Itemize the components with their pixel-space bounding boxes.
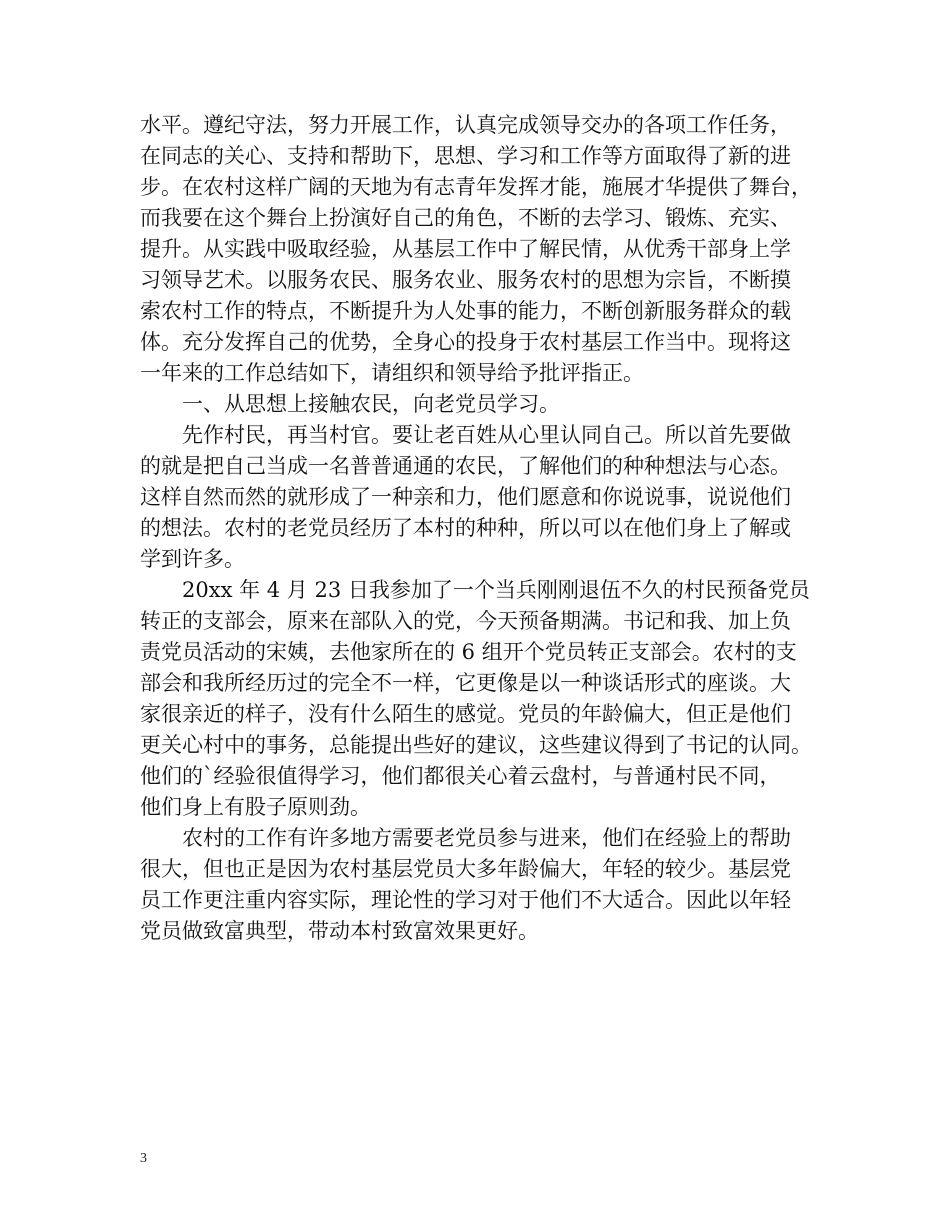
body-text (140, 110, 830, 947)
text-line: 他们身上有股子原则劲。 (140, 795, 371, 819)
text-line: 在同志的关心、支持和帮助下，思想、学习和工作等方面取得了新的进 (140, 144, 791, 168)
text-line: 的想法。农村的老党员经历了本村的种种，所以可以在他们身上了解或 (140, 516, 791, 540)
text-line: 学到许多。 (140, 547, 245, 571)
text-line: 习领导艺术。以服务农民、服务农业、服务农村的思想为宗旨，不断摸 (140, 268, 791, 292)
text-line: 转正的支部会，原来在部队入的党，今天预备期满。书记和我、加上负 (140, 609, 791, 633)
text-line: 步。在农村这样广阔的天地为有志青年发挥才能，施展才华提供了舞台， (140, 175, 812, 199)
text-line: 而我要在这个舞台上扮演好自己的角色，不断的去学习、锻炼、充实、 (140, 206, 791, 230)
text-line: 的就是把自己当成一名普普通通的农民，了解他们的种种想法与心态。 (140, 454, 791, 478)
text-line: 20xx 年 4 月 23 日我参加了一个当兵刚刚退伍不久的村民预备党员 (182, 578, 810, 602)
text-line: 党员做致富典型，带动本村致富效果更好。 (140, 919, 539, 943)
text-line: 员工作更注重内容实际，理论性的学习对于他们不大适合。因此以年轻 (140, 888, 791, 912)
text-line: 农村的工作有许多地方需要老党员参与进来，他们在经验上的帮助 (182, 826, 791, 850)
text-line: 水平。遵纪守法，努力开展工作，认真完成领导交办的各项工作任务， (140, 113, 791, 137)
section-heading: 一、从思想上接触农民，向老党员学习。 (182, 392, 560, 416)
text-line: 部会和我所经历过的完全不一样，它更像是以一种谈话形式的座谈。大 (140, 671, 791, 695)
text-line: 体。充分发挥自己的优势，全身心的投身于农村基层工作当中。现将这 (140, 330, 791, 354)
text-line: 更关心村中的事务，总能提出些好的建议，这些建议得到了书记的认同。 (140, 733, 812, 757)
page-number: 3 (140, 1151, 147, 1166)
text-line: 索农村工作的特点，不断提升为人处事的能力，不断创新服务群众的载 (140, 299, 791, 323)
text-line: 一年来的工作总结如下，请组织和领导给予批评指正。 (140, 361, 644, 385)
text-line: 家很亲近的样子，没有什么陌生的感觉。党员的年龄偏大，但正是他们 (140, 702, 791, 726)
text-line: 先作村民，再当村官。要让老百姓从心里认同自己。所以首先要做 (182, 423, 791, 447)
text-line: 提升。从实践中吸取经验，从基层工作中了解民情，从优秀干部身上学 (140, 237, 791, 261)
text-line: 这样自然而然的就形成了一种亲和力，他们愿意和你说说事，说说他们 (140, 485, 791, 509)
text-line: 责党员活动的宋姨，去他家所在的 6 组开个党员转正支部会。农村的支 (140, 640, 797, 664)
text-line: 很大，但也正是因为农村基层党员大多年龄偏大，年轻的较少。基层党 (140, 857, 791, 881)
text-line: 他们的`经验很值得学习，他们都很关心着云盘村，与普通村民不同， (140, 764, 781, 788)
